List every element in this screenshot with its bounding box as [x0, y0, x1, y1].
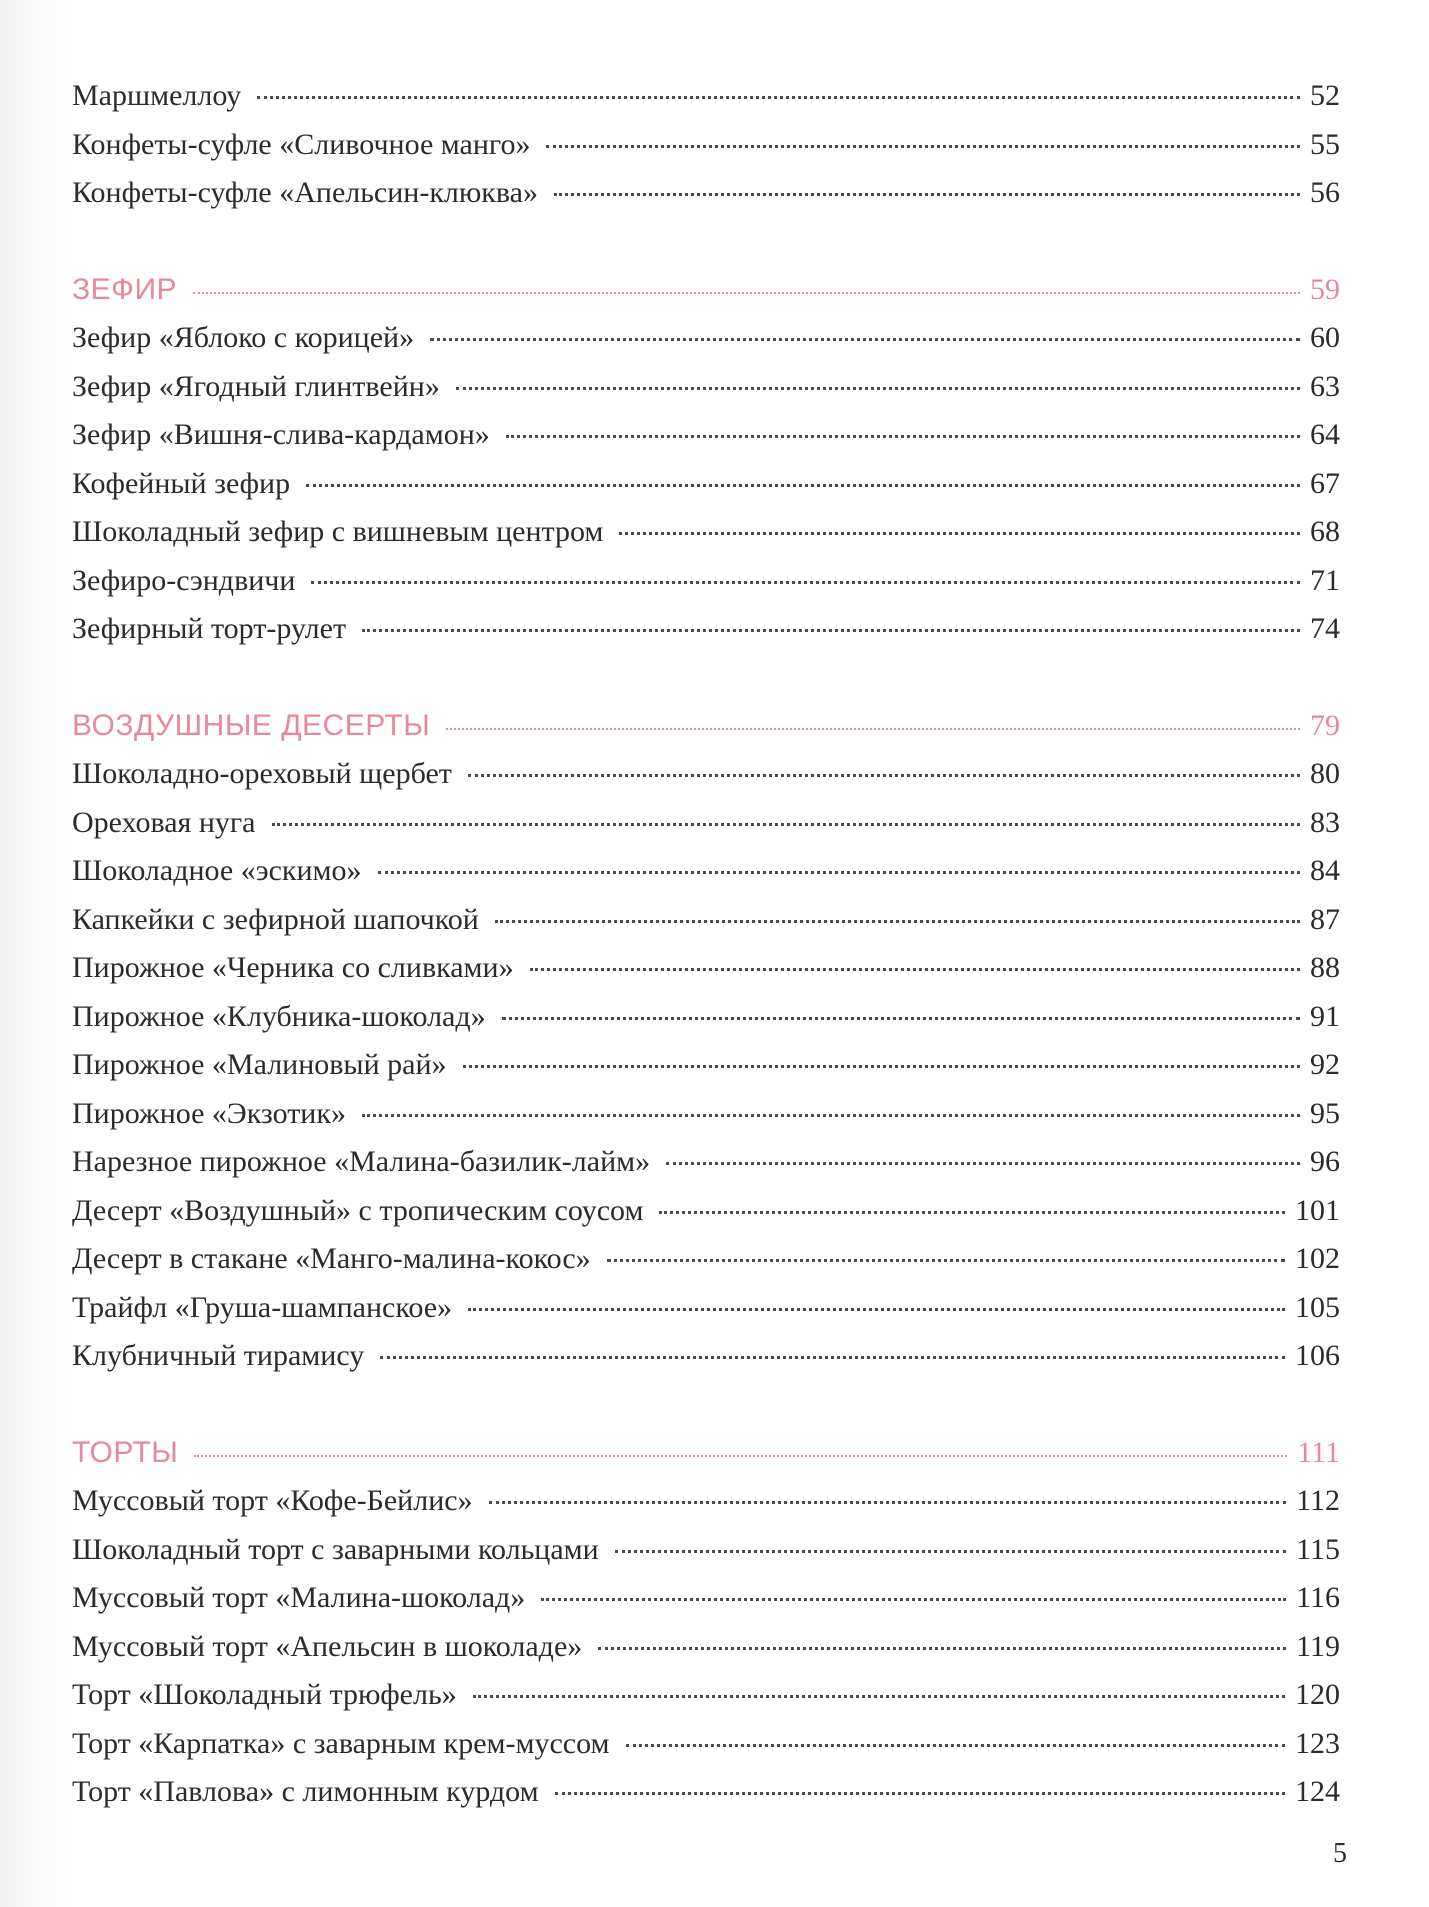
section-heading-page: 59: [1310, 272, 1340, 306]
toc-entry: [72, 72, 1340, 121]
dot-leader: [626, 1744, 1285, 1747]
toc-entry-page: 96: [1310, 1145, 1340, 1178]
toc-entry-page: 52: [1310, 79, 1340, 112]
toc-entry-page: 112: [1296, 1484, 1340, 1517]
dot-leader: [607, 1259, 1285, 1262]
toc-entry-title: Маршмеллоу: [72, 79, 242, 112]
dot-leader: [541, 1598, 1286, 1601]
toc-entry-title: Пирожное «Черника со сливками»: [72, 951, 514, 984]
toc-entry-page: 88: [1310, 951, 1340, 984]
toc-section: [72, 702, 1340, 1381]
dot-leader: [554, 193, 1300, 196]
toc-entry: [72, 460, 1340, 509]
dot-leader: [456, 387, 1300, 390]
toc-entry: [72, 1138, 1340, 1187]
dot-leader: [272, 823, 1300, 826]
toc-entry-page: 116: [1296, 1581, 1340, 1614]
toc-entry-page: 95: [1310, 1096, 1340, 1130]
toc-entry: [72, 1526, 1340, 1575]
dot-leader: [530, 968, 1300, 971]
toc-entry-page: 71: [1310, 563, 1340, 597]
toc-entry-title: Торт «Карпатка» с заварным крем-муссом: [72, 1726, 610, 1760]
toc-entry-title: Шоколадно-ореховый щербет: [72, 757, 452, 790]
dot-leader: [362, 1114, 1300, 1117]
dot-leader: [659, 1211, 1285, 1214]
page-number: 5: [1333, 1838, 1347, 1869]
toc-entry: [72, 363, 1340, 412]
table-of-contents: [72, 72, 1340, 1817]
toc-entry: [72, 557, 1340, 606]
dot-leader: [502, 1017, 1300, 1020]
toc-entry-title: Десерт «Воздушный» с тропическим соусом: [72, 1193, 644, 1227]
toc-entry-page: 67: [1310, 466, 1340, 500]
toc-entry: [72, 508, 1340, 557]
toc-entry: [72, 1235, 1340, 1284]
toc-entry-title: Зефир «Вишня-слива-кардамон»: [72, 418, 490, 451]
toc-entry: [72, 944, 1340, 993]
toc-entry-page: 123: [1295, 1726, 1340, 1760]
dot-leader: [468, 1308, 1285, 1311]
toc-entry-title: Зефир «Яблоко с корицей»: [72, 321, 415, 354]
dot-leader: [194, 1455, 1287, 1457]
toc-entry: [72, 1768, 1340, 1817]
toc-entry-title: Пирожное «Клубника-шоколад»: [72, 999, 486, 1033]
dot-leader: [495, 920, 1300, 923]
toc-entry: [72, 1284, 1340, 1333]
toc-entry-title: Капкейки с зефирной шапочкой: [72, 902, 479, 936]
toc-entry-page: 55: [1310, 127, 1340, 161]
toc-entry: [72, 1671, 1340, 1720]
toc-entry-title: Кофейный зефир: [72, 466, 291, 500]
section-heading: [72, 702, 1340, 751]
toc-section: [72, 1429, 1340, 1817]
dot-leader: [380, 1356, 1285, 1359]
dot-leader: [598, 1647, 1286, 1650]
toc-entry: [72, 314, 1340, 363]
toc-entry: [72, 993, 1340, 1042]
section-heading-title: ВОЗДУШНЫЕ ДЕСЕРТЫ: [72, 708, 431, 742]
toc-entry-title: Шоколадный зефир с вишневым центром: [72, 515, 604, 548]
toc-entry-page: 120: [1295, 1678, 1340, 1711]
toc-entry-page: 84: [1310, 854, 1340, 887]
toc-entry-page: 64: [1310, 418, 1340, 451]
toc-entry: [72, 799, 1340, 848]
dot-leader: [446, 728, 1300, 730]
toc-section: [72, 72, 1340, 218]
toc-entry-page: 83: [1310, 805, 1340, 839]
toc-entry-title: Торт «Павлова» с лимонным курдом: [72, 1775, 539, 1808]
dot-leader: [378, 871, 1300, 874]
dot-leader: [555, 1792, 1285, 1795]
toc-entry: [72, 847, 1340, 896]
toc-entry-title: Нарезное пирожное «Малина-базилик-лайм»: [72, 1145, 651, 1178]
dot-leader: [473, 1695, 1285, 1698]
toc-entry: [72, 1187, 1340, 1236]
toc-entry-page: 87: [1310, 902, 1340, 936]
toc-entry-page: 74: [1310, 612, 1340, 645]
dot-leader: [546, 145, 1300, 148]
section-heading: [72, 1429, 1340, 1478]
toc-entry: [72, 750, 1340, 799]
toc-entry-page: 80: [1310, 757, 1340, 790]
toc-entry-title: Шоколадный торт с заварными кольцами: [72, 1532, 599, 1566]
dot-leader: [306, 484, 1300, 487]
dot-leader: [666, 1162, 1300, 1165]
toc-entry-title: Муссовый торт «Кофе-Бейлис»: [72, 1484, 473, 1517]
toc-entry-page: 56: [1310, 176, 1340, 209]
toc-entry-page: 102: [1295, 1242, 1340, 1275]
toc-entry: [72, 1477, 1340, 1526]
dot-leader: [257, 96, 1300, 99]
toc-entry: [72, 896, 1340, 945]
toc-entry-title: Торт «Шоколадный трюфель»: [72, 1678, 457, 1711]
toc-entry: [72, 169, 1340, 218]
toc-entry-title: Конфеты-суфле «Сливочное манго»: [72, 127, 531, 161]
section-heading-page: 111: [1297, 1435, 1340, 1469]
toc-entry-title: Зефир «Ягодный глинтвейн»: [72, 369, 440, 403]
section-heading-title: ЗЕФИР: [72, 272, 178, 306]
dot-leader: [311, 581, 1300, 584]
toc-entry: [72, 1720, 1340, 1769]
toc-section: [72, 266, 1340, 654]
dot-leader: [506, 435, 1300, 438]
toc-entry-title: Пирожное «Экзотик»: [72, 1096, 346, 1130]
toc-entry: [72, 121, 1340, 170]
dot-leader: [362, 629, 1300, 632]
dot-leader: [619, 532, 1300, 535]
toc-entry-title: Клубничный тирамису: [72, 1339, 365, 1372]
toc-entry-page: 91: [1310, 999, 1340, 1033]
dot-leader: [468, 774, 1300, 777]
toc-entry-page: 124: [1295, 1775, 1340, 1808]
toc-entry: [72, 1090, 1340, 1139]
toc-entry-title: Зефирный торт-рулет: [72, 612, 347, 645]
toc-entry-page: 119: [1296, 1629, 1340, 1663]
toc-entry-title: Ореховая нуга: [72, 805, 256, 839]
toc-entry-title: Шоколадное «эскимо»: [72, 854, 362, 887]
toc-entry-page: 106: [1295, 1339, 1340, 1372]
toc-entry: [72, 1574, 1340, 1623]
dot-leader: [615, 1550, 1286, 1553]
toc-entry-page: 63: [1310, 369, 1340, 403]
section-heading: [72, 266, 1340, 315]
toc-entry-title: Муссовый торт «Апельсин в шоколаде»: [72, 1629, 583, 1663]
toc-entry-title: Конфеты-суфле «Апельсин-клюква»: [72, 176, 538, 209]
toc-entry-page: 105: [1295, 1290, 1340, 1324]
toc-entry: [72, 1332, 1340, 1381]
toc-entry: [72, 411, 1340, 460]
section-heading-page: 79: [1310, 708, 1340, 742]
toc-entry-page: 101: [1295, 1193, 1340, 1227]
toc-entry-title: Десерт в стакане «Манго-малина-кокос»: [72, 1242, 591, 1275]
toc-entry-title: Муссовый торт «Малина-шоколад»: [72, 1581, 526, 1614]
toc-entry: [72, 1623, 1340, 1672]
toc-entry-title: Пирожное «Малиновый рай»: [72, 1048, 447, 1081]
dot-leader: [193, 292, 1300, 294]
toc-entry: [72, 605, 1340, 654]
dot-leader: [463, 1065, 1300, 1068]
toc-entry: [72, 1041, 1340, 1090]
toc-entry-page: 115: [1296, 1532, 1340, 1566]
dot-leader: [489, 1501, 1287, 1504]
toc-entry-page: 60: [1310, 321, 1340, 354]
toc-entry-page: 92: [1310, 1048, 1340, 1081]
toc-entry-title: Зефиро-сэндвичи: [72, 563, 296, 597]
toc-entry-title: Трайфл «Груша-шампанское»: [72, 1290, 453, 1324]
toc-entry-page: 68: [1310, 515, 1340, 548]
section-heading-title: ТОРТЫ: [72, 1435, 179, 1469]
dot-leader: [430, 338, 1300, 341]
